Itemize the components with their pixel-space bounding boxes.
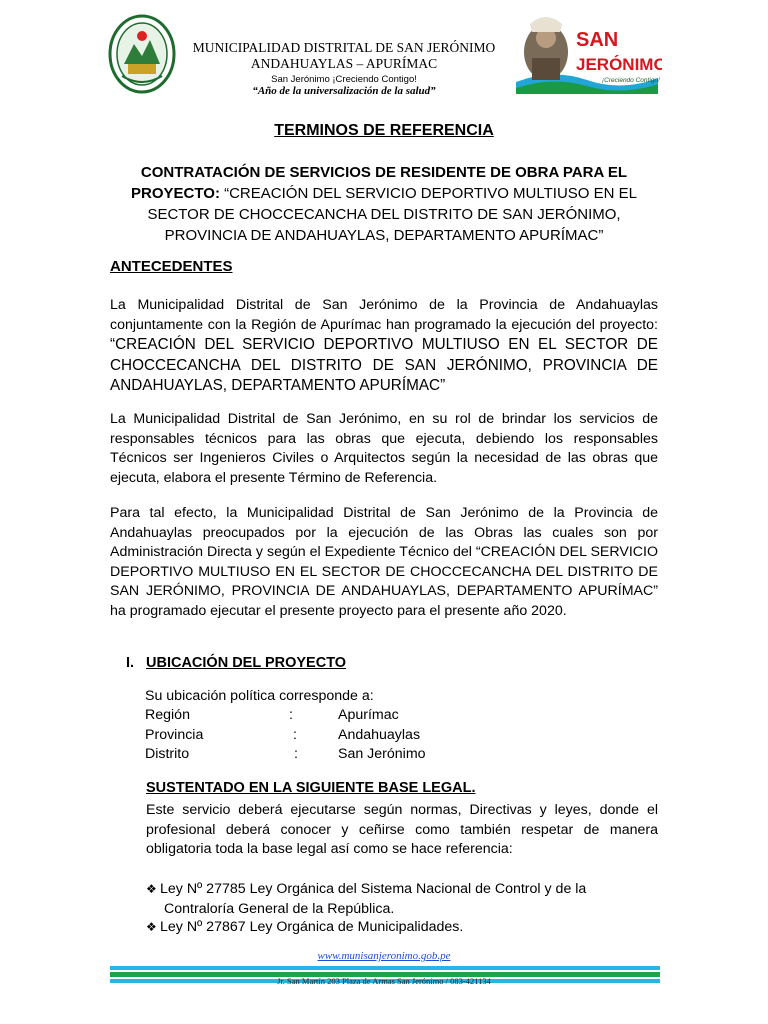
section-heading-base-legal: SUSTENTADO EN LA SIGUIENTE BASE LEGAL. xyxy=(146,780,476,796)
paragraph-1-project: “CREACIÓN DEL SERVICIO DEPORTIVO MULTIUSO EN EL SECTOR DE CHOCCECANCHA DEL DISTRITO DE SAN JERÓNIMO, PROVINCIA DE ANDAHUAYLAS, DEPARTAMENTO APURÍMAC” xyxy=(110,336,658,394)
section-heading-antecedentes: ANTECEDENTES xyxy=(110,258,233,275)
header-location: ANDAHUAYLAS – APURÍMAC xyxy=(250,56,438,71)
law-line-1: Ley Nº 27785 Ley Orgánica del Sistema Nacional de Control y de la xyxy=(160,881,587,897)
base-legal-text: Este servicio deberá ejecutarse según normas, Directivas y leyes, donde el profesional deberá conocer y ceñirse como también respetar de manera obligatoria toda la base legal así como se hace referencia: xyxy=(146,802,658,857)
location-key: Provincia xyxy=(145,727,204,743)
law-item xyxy=(146,880,658,919)
diamond-bullet-icon: ❖ xyxy=(146,882,157,896)
location-value: Andahuaylas xyxy=(338,727,421,743)
section-title: UBICACIÓN DEL PROYECTO xyxy=(146,655,347,671)
location-separator: : xyxy=(294,746,298,762)
header-municipality-name: MUNICIPALIDAD DISTRITAL DE SAN JERÓNIMO xyxy=(192,40,496,55)
law-line-2: Contraloría General de la República. xyxy=(164,900,395,917)
footer-website-link[interactable]: www.munisanjeronimo.gob.pe xyxy=(317,950,451,962)
location-key: Distrito xyxy=(145,746,190,762)
paragraph-1-lead: La Municipalidad Distrital de San Jerónimo de la Provincia de Andahuaylas conjuntamente con la Región de Apurímac han programado la ejecución del proyecto: xyxy=(110,297,658,333)
municipal-seal-icon xyxy=(108,14,176,94)
diamond-bullet-icon: ❖ xyxy=(146,920,157,934)
law-item xyxy=(146,918,658,938)
brand-name-jeronimo: JERÓNIMO xyxy=(576,55,662,74)
footer-address: Jr. San Martín 203 Plaza de Armas San Jerónimo / 083-421134 xyxy=(277,976,491,986)
subject-project-name: “CREACIÓN DEL SERVICIO DEPORTIVO MULTIUSO EN EL SECTOR DE CHOCCECANCHA DEL DISTRITO DE SAN JERÓNIMO, PROVINCIA DE ANDAHUAYLAS, DEPARTAMENTO APURÍMAC” xyxy=(147,185,637,244)
section-heading-ubicacion xyxy=(126,655,346,671)
brand-name-san: SAN xyxy=(576,29,619,51)
law-line-1: Ley Nº 27867 Ley Orgánica de Municipalidades. xyxy=(160,919,464,935)
paragraph-antecedentes-2: La Municipalidad Distrital de San Jerónimo, en su rol de brindar los servicios de responsables técnicos para las obras que ejecuta, debiendo los responsables Técnicos ser Ingenieros Civiles o Arquitectos según la necesidad de las obras que ejecuta, elabora el presente Término de Referencia. xyxy=(110,411,658,486)
paragraph-antecedentes-1 xyxy=(110,296,658,397)
header-slogan: San Jerónimo ¡Creciendo Contigo! xyxy=(271,74,417,85)
page-title: TERMINOS DE REFERENCIA xyxy=(274,122,494,139)
location-value: Apurímac xyxy=(338,707,399,723)
header-year-motto: “Año de la universalización de la salud” xyxy=(252,85,436,97)
location-separator: : xyxy=(293,727,297,743)
location-value: San Jerónimo xyxy=(338,746,426,762)
paragraph-antecedentes-3: Para tal efecto, la Municipalidad Distrital de San Jerónimo de la Provincia de Andahuaylas preocupados por la ejecución de las Obras las cuales son por Administración Directa y según el Expediente Técnico del “CREACIÓN DEL SERVICIO DEPORTIVO MULTIUSO EN EL SECTOR DE CHOCCECANCHA DEL DISTRITO DE SAN JERÓNIMO, PROVINCIA DE ANDAHUAYLAS, DEPARTAMENTO APURÍMAC” ha programado ejecutar el presente proyecto para el presente año 2020. xyxy=(110,505,658,619)
san-jeronimo-logo-icon xyxy=(512,12,662,100)
document-subject xyxy=(110,162,658,246)
location-separator: : xyxy=(289,707,293,723)
location-key: Región xyxy=(145,707,190,723)
footer-band-top xyxy=(110,966,660,970)
subject-bold-2: PROYECTO: xyxy=(131,185,220,202)
section-number: I. xyxy=(126,655,135,671)
brand-tagline: ¡Creciendo Contigo! xyxy=(602,77,660,84)
location-intro: Su ubicación política corresponde a: xyxy=(145,688,374,704)
subject-bold-1: CONTRATACIÓN DE SERVICIOS DE RESIDENTE DE OBRA PARA EL xyxy=(140,164,628,181)
